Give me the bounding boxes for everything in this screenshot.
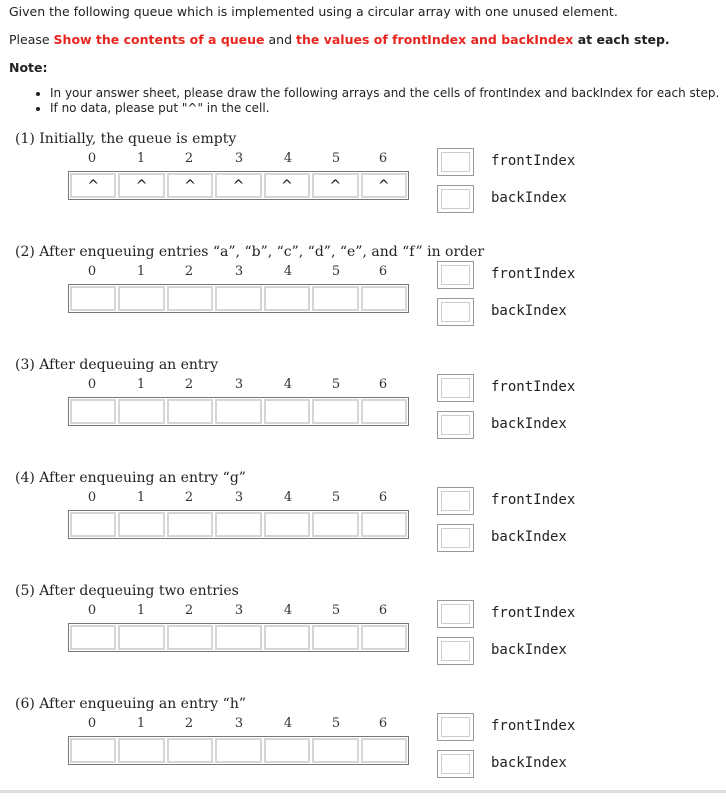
front-index-box[interactable] [437,713,474,741]
index-label-2: 2 [184,490,194,505]
index-label-4: 4 [283,490,293,505]
index-label-4: 4 [283,151,293,166]
front-index-label: frontIndex [491,718,576,734]
array-cell-0[interactable] [70,625,116,650]
step-4 [0,470,726,583]
array-cell-4[interactable] [264,625,310,650]
index-label-6: 6 [378,490,388,505]
array-cell-5[interactable] [312,738,358,763]
index-label-5: 5 [331,716,341,731]
front-index-box[interactable] [437,148,474,176]
note-label: Note: [9,60,48,75]
array-cell-5[interactable] [312,399,358,424]
index-label-6: 6 [378,377,388,392]
front-index-box[interactable] [437,374,474,402]
array-cell-2[interactable]: ^ [167,173,213,198]
index-label-4: 4 [283,377,293,392]
array-cell-0[interactable]: ^ [70,173,116,198]
array-cell-3[interactable] [215,286,261,311]
index-label-2: 2 [184,264,194,279]
index-label-0: 0 [87,603,97,618]
array-cell-6[interactable] [361,625,407,650]
array-cell-4[interactable] [264,738,310,763]
index-label-1: 1 [136,603,146,618]
array-cell-5[interactable] [312,286,358,311]
index-label-6: 6 [378,151,388,166]
intro-line-2-pre: Please [9,32,54,47]
step-title: (3) After dequeuing an entry [15,357,219,373]
index-label-2: 2 [184,151,194,166]
emphasis-show-contents: Show the contents of a queue [53,32,265,47]
array-cell-3[interactable] [215,738,261,763]
index-label-1: 1 [136,716,146,731]
index-label-6: 6 [378,603,388,618]
index-label-5: 5 [331,151,341,166]
index-label-3: 3 [234,490,244,505]
array-cell-2[interactable] [167,512,213,537]
front-index-label: frontIndex [491,605,576,621]
note-item: • In your answer sheet, please draw the following arrays and the cells of frontIndex and backIndex for each step. [50,86,719,101]
front-index-label: frontIndex [491,492,576,508]
intro-line-2-post: at each step. [573,32,670,47]
array-cell-0[interactable] [70,286,116,311]
array-cell-1[interactable] [118,399,164,424]
index-label-1: 1 [136,264,146,279]
queue-array [68,397,409,426]
array-cell-0[interactable] [70,399,116,424]
array-cell-1[interactable]: ^ [118,173,164,198]
array-cell-1[interactable] [118,286,164,311]
array-cell-6[interactable]: ^ [361,173,407,198]
index-label-2: 2 [184,377,194,392]
back-index-box[interactable] [437,411,474,439]
back-index-label: backIndex [491,529,567,545]
back-index-box[interactable] [437,750,474,778]
step-2 [0,244,726,357]
index-label-4: 4 [283,264,293,279]
index-label-4: 4 [283,716,293,731]
array-cell-5[interactable] [312,512,358,537]
index-label-3: 3 [234,716,244,731]
array-cell-6[interactable] [361,399,407,424]
array-cell-2[interactable] [167,625,213,650]
array-cell-2[interactable] [167,286,213,311]
array-cell-3[interactable] [215,399,261,424]
note-item: • If no data, please put "^" in the cell. [50,101,719,116]
step-title: (5) After dequeuing two entries [15,583,239,599]
back-index-box[interactable] [437,185,474,213]
index-label-3: 3 [234,603,244,618]
intro-line-2-mid: and [264,32,296,47]
step-title: (4) After enqueuing an entry “g” [15,470,246,486]
array-cell-4[interactable] [264,512,310,537]
back-index-label: backIndex [491,755,567,771]
array-cell-5[interactable]: ^ [312,173,358,198]
emphasis-index-values: the values of frontIndex and backIndex [296,32,574,47]
array-cell-6[interactable] [361,512,407,537]
step-5 [0,583,726,696]
step-3 [0,357,726,470]
array-cell-1[interactable] [118,738,164,763]
front-index-label: frontIndex [491,153,576,169]
index-label-5: 5 [331,490,341,505]
index-label-5: 5 [331,377,341,392]
index-label-1: 1 [136,377,146,392]
back-index-label: backIndex [491,190,567,206]
array-cell-4[interactable]: ^ [264,173,310,198]
front-index-label: frontIndex [491,266,576,282]
array-cell-0[interactable] [70,738,116,763]
array-cell-4[interactable] [264,399,310,424]
back-index-box[interactable] [437,637,474,665]
queue-array [68,510,409,539]
queue-array [68,284,409,313]
array-cell-2[interactable] [167,738,213,763]
index-label-3: 3 [234,377,244,392]
back-index-box[interactable] [437,298,474,326]
index-label-6: 6 [378,716,388,731]
front-index-box[interactable] [437,487,474,515]
array-cell-0[interactable] [70,512,116,537]
index-label-5: 5 [331,603,341,618]
step-title: (2) After enqueuing entries “a”, “b”, “c”, “d”, “e”, and “f” in order [15,244,485,260]
notes-list [0,86,719,116]
step-title: (1) Initially, the queue is empty [15,131,237,147]
index-label-4: 4 [283,603,293,618]
array-cell-6[interactable] [361,286,407,311]
intro-line-1: Given the following queue which is implemented using a circular array with one unused element. [9,4,618,19]
queue-array [68,623,409,652]
array-cell-6[interactable] [361,738,407,763]
index-label-1: 1 [136,151,146,166]
index-label-2: 2 [184,603,194,618]
array-cell-4[interactable] [264,286,310,311]
index-label-0: 0 [87,264,97,279]
index-label-0: 0 [87,151,97,166]
queue-array [68,736,409,765]
index-label-0: 0 [87,490,97,505]
front-index-label: frontIndex [491,379,576,395]
queue-array [68,171,409,200]
index-label-2: 2 [184,716,194,731]
index-label-3: 3 [234,264,244,279]
index-label-1: 1 [136,490,146,505]
index-label-0: 0 [87,377,97,392]
index-label-3: 3 [234,151,244,166]
array-cell-1[interactable] [118,512,164,537]
index-label-0: 0 [87,716,97,731]
step-title: (6) After enqueuing an entry “h” [15,696,246,712]
array-cell-2[interactable] [167,399,213,424]
back-index-label: backIndex [491,642,567,658]
back-index-box[interactable] [437,524,474,552]
step-1 [0,131,726,244]
array-cell-3[interactable]: ^ [215,173,261,198]
index-label-6: 6 [378,264,388,279]
array-cell-3[interactable] [215,625,261,650]
array-cell-3[interactable] [215,512,261,537]
back-index-label: backIndex [491,303,567,319]
front-index-box[interactable] [437,261,474,289]
intro-line-2 [9,32,670,48]
array-cell-1[interactable] [118,625,164,650]
index-label-5: 5 [331,264,341,279]
array-cell-5[interactable] [312,625,358,650]
back-index-label: backIndex [491,416,567,432]
front-index-box[interactable] [437,600,474,628]
